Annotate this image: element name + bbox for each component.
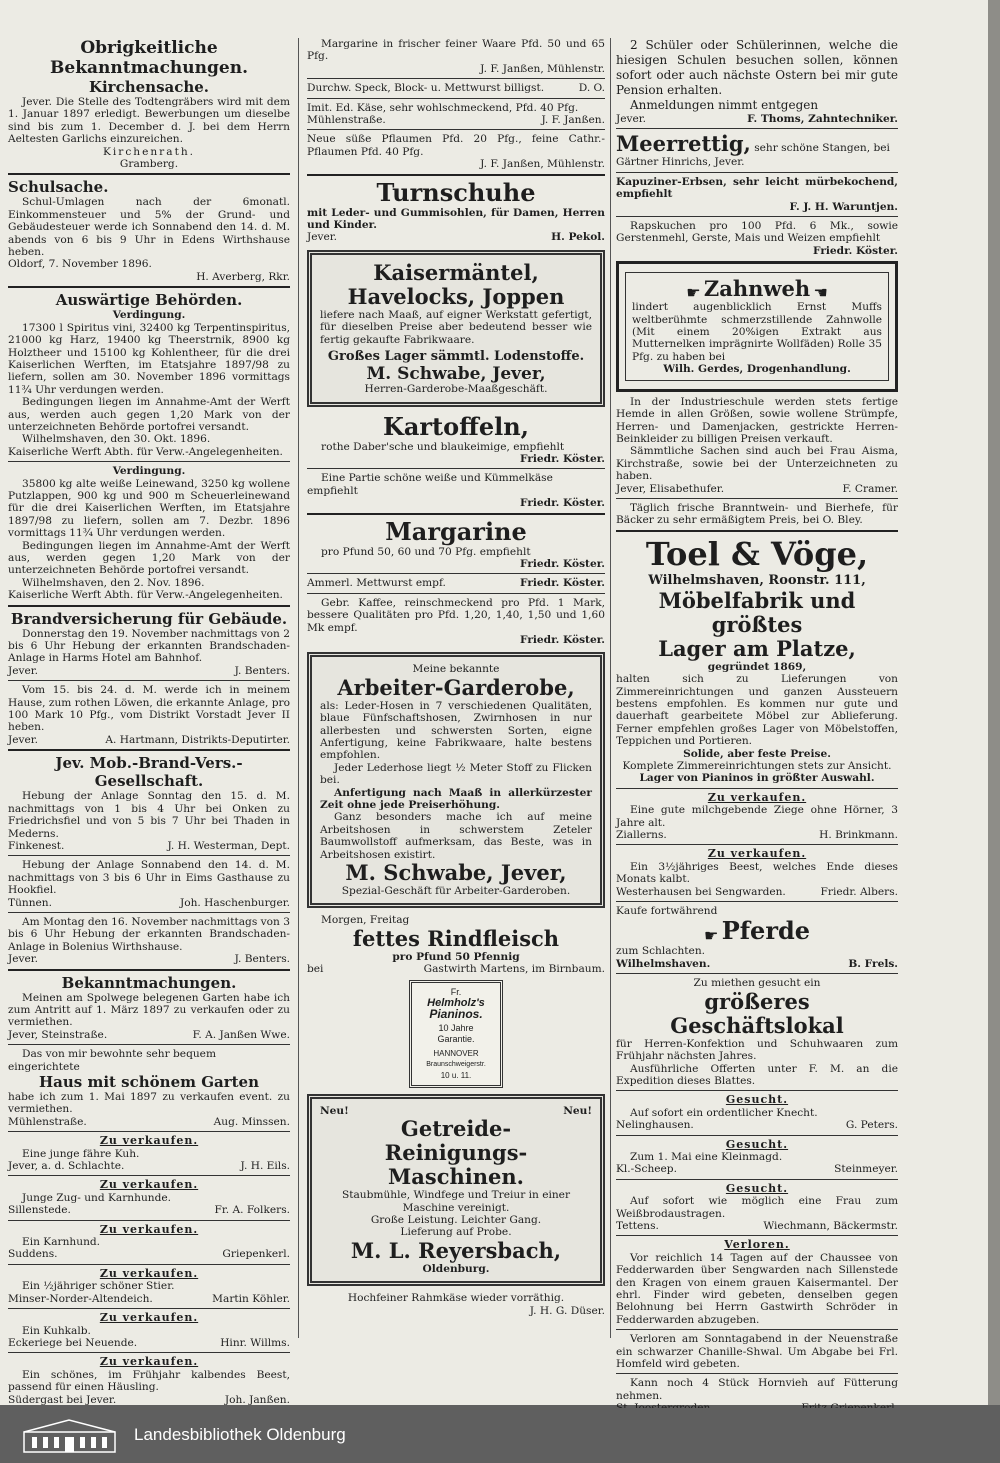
turnschuhe-text: mit Leder- und Gummisohlen, für Damen, Herren und Kinder. bbox=[307, 206, 605, 232]
v1-text2: Bedingungen liegen im Annahme-Amt der Werft aus, werden auch gegen 1,20 Mark von der unterzeichneten Behörde portofrei versandt. bbox=[8, 396, 290, 433]
sale-heading: Zu verkaufen. bbox=[99, 1178, 199, 1192]
sale-text: Ein Karnhund. bbox=[22, 1236, 101, 1249]
ad-text: liefere nach Maaß, auf eigner Werkstatt gefertigt, für dieselben Preise aber bedeutend besser wie fertig gekaufte Fabrikwaare. bbox=[320, 308, 592, 346]
kirche-sig: Kirchenrath. bbox=[102, 145, 196, 158]
sale-item bbox=[8, 1264, 290, 1305]
ad-pferde bbox=[616, 917, 898, 945]
v1-heading: Verdingung. bbox=[112, 309, 186, 322]
ad-heading: Havelocks, Joppen bbox=[347, 283, 565, 309]
ad-city: Oldenburg. bbox=[422, 1262, 490, 1275]
ad-sig: F. J. H. Waruntjen. bbox=[789, 200, 898, 213]
gesucht-heading: Gesucht. bbox=[725, 1137, 789, 1151]
bekannt-text1: Meinen am Spolwege belegenen Garten habe ich zum Antritt auf 1. März 1897 zu verkaufen oder zu vermiethen. bbox=[8, 991, 290, 1029]
ad-heading: Arbeiter-Garderobe, bbox=[337, 674, 575, 700]
fleisch-heading: fettes Rindfleisch bbox=[352, 925, 560, 951]
column-3 bbox=[616, 38, 898, 1415]
fleisch-pre: Morgen, Freitag bbox=[321, 914, 410, 927]
lokal-text: für Herren-Konfektion und Schuhwaaren zum Frühjahr nächsten Jahres. bbox=[616, 1037, 898, 1063]
ad-reyersbach: Neu! Neu! Getreide- Reinigungs-Maschinen. Staubmühle, Windfege und Treiur in einer Maschine vereinigt. Große Leistung. Leichter Gang. Lieferung auf Probe. M. L. Reyersbach, Oldenburg. bbox=[307, 1094, 605, 1286]
ad-sig: J. H. G. Düser. bbox=[529, 1304, 605, 1317]
ad-rahm: Hochfeiner Rahmkäse wieder vorräthig. bbox=[347, 1292, 565, 1305]
ad-kaese2: Eine Partie schöne weiße und Kümmelkäse empfiehlt bbox=[307, 472, 553, 497]
ad-kaffee: Gebr. Kaffee, reinschmeckend pro Pfd. 1 Mark, bessere Qualitäten pro Pfd. 1,20, 1,40, 1,50 und 1,60 Mk empf. bbox=[307, 596, 605, 634]
mob-sig1: Finkenest. J. H. Westerman, Dept. bbox=[8, 839, 290, 852]
ad-zahnweh bbox=[616, 261, 898, 391]
fleisch-price: pro Pfund 50 Pfennig bbox=[392, 950, 520, 963]
ad-text4: Ganz besonders mache ich auf meine Arbeitshosen in schwerstem Zeteler Baumwollstoff aufmerksam, das Beste, was in Arbeitshosen existirt. bbox=[320, 811, 592, 861]
pointing-hand-icon: ☛ bbox=[686, 283, 701, 303]
ad-raps: Rapskuchen pro 100 Pfd. 6 Mk., sowie Gerstenmehl, Gerste, Mais und Weizen empfiehlt bbox=[616, 220, 898, 245]
brand-sig2: Jever. A. Hartmann, Distrikts-Deputirter. bbox=[8, 733, 290, 746]
ad-industrie: In der Industrieschule werden stets fertige Hemde in allen Größen, sowie wollene Strümpfe, Herren- und Damenjacken, gestrickte Herren-Beinkleider zu billigen Preisen verkauft. bbox=[616, 395, 898, 445]
haus-heading: Haus mit schönem Garten bbox=[38, 1073, 260, 1091]
gesucht-sig: Nelinghausen. G. Peters. bbox=[616, 1119, 898, 1132]
sale-sig: Suddens. Griepenkerl. bbox=[8, 1248, 290, 1261]
ad-schueler2: Anmeldungen nimmt entgegen bbox=[630, 98, 819, 112]
ad-firm: M. Schwabe, Jever, bbox=[366, 364, 546, 385]
sale-sig: Minser-Norder-Altendeich. Martin Köhler. bbox=[8, 1292, 290, 1305]
v2-sig: Kaiserliche Werft Abth. für Verw.-Angelegenheiten. bbox=[8, 589, 283, 602]
pferde-heading: Pferde bbox=[721, 916, 811, 946]
ad-schueler: 2 Schüler oder Schülerinnen, welche die hiesigen Schulen besuchen sollen, können sofort oder auch nächste Ostern bei mir gute Pension erhalten. bbox=[616, 38, 898, 97]
sale-text: Ein Kuhkalb. bbox=[22, 1324, 91, 1337]
v2-heading: Verdingung. bbox=[112, 465, 186, 478]
ad-kapuziner: Kapuziner-Erbsen, sehr leicht mürbekochend, empfiehlt bbox=[616, 175, 898, 201]
kirche-heading: Kirchensache. bbox=[88, 78, 210, 96]
v1-text: 17300 l Spiritus vini, 32400 kg Terpentinspiritus, 21000 kg Harz, 19400 kg Theerstrnik, 8900 kg Holztheer und 15100 kg Kohlentheer, für die drei Kaiserlichen Werften, im Etatsjahre 1897/98 zu liefern, sollen am 30. November 1896 vormittags 11¾ Uhr verdungen werden. bbox=[8, 321, 290, 396]
lokal-text2: Ausführliche Offerten unter F. M. an die Expedition dieses Blattes. bbox=[616, 1062, 898, 1087]
ad-meerrettig: Meerrettig, sehr schöne Stangen, bei Gärtner Hinrichs, Jever. bbox=[616, 131, 890, 169]
toel-addr: Wilhelmshaven, Roonstr. 111, bbox=[648, 572, 866, 588]
verloren-text: Vor reichlich 14 Tagen auf der Chaussee von Fedderwarden über Sengwarden nach Sillenstede den Kragen von einem grauen Kaisermantel. Der ehrl. Finder wird gebeten, denselben gegen Belohnung bei Herrn Gastwirth Schröder in Fedderwarden abzugeben. bbox=[616, 1251, 898, 1326]
ad-pianino: Fr. Helmholz's Pianinos. 10 Jahre Garantie. HANNOVER Braunschweigerstr. 10 u. 11. bbox=[409, 980, 503, 1088]
ad-toel-voege bbox=[616, 535, 898, 785]
toel-t2: Solide, aber feste Preise. bbox=[683, 747, 831, 760]
sale-item bbox=[8, 1220, 290, 1261]
sale-sig: Eckeriege bei Neuende. Hinr. Willms. bbox=[8, 1336, 290, 1349]
v1-sig: Kaiserliche Werft Abth. für Verw.-Angelegenheiten. bbox=[8, 445, 283, 458]
turnschuhe-heading: Turnschuhe bbox=[376, 177, 536, 207]
gesucht-sig: Tettens. Wiechmann, Bäckermstr. bbox=[616, 1219, 898, 1232]
gesucht-text: Auf sofort ein ordentlicher Knecht. bbox=[630, 1106, 818, 1119]
schule-text: Schul-Umlagen nach der 6monatl. Einkommensteuer und 5% der Grund- und Gebäudesteuer werde ich Sonnabend den 14. d. M. abends von 6 bis 9 Uhr in Edens Wirthshause heben. bbox=[8, 196, 290, 259]
ad-heading: Kaisermäntel, bbox=[373, 259, 539, 285]
ad-text3: Anfertigung nach Maaß in allerkürzester Zeit ohne jede Preiserhöhung. bbox=[320, 786, 592, 812]
gesucht-text: Zum 1. Mai eine Kleinmagd. bbox=[630, 1150, 783, 1163]
kirche-sig2: Gramberg. bbox=[119, 158, 179, 171]
brand-text2: Vom 15. bis 24. d. M. werde ich in meinem Hause, zum rothen Löwen, die erkannte Anlage, pro 100 Mark 10 Pfg., vom Distrikt Vorstadt Jever II heben. bbox=[8, 684, 290, 734]
divider bbox=[8, 173, 290, 175]
ad-kaese: Imit. Ed. Käse, sehr wohlschmeckend, Pfd. 40 Pfg. bbox=[307, 101, 579, 114]
mob-sig2: Tünnen. Joh. Haschenburger. bbox=[8, 896, 290, 909]
ad-industrie-sig: Jever, Elisabethufer. F. Cramer. bbox=[616, 482, 898, 495]
ausw-heading: Auswärtige Behörden. bbox=[55, 291, 243, 310]
v2-text2: Bedingungen liegen im Annahme-Amt der Werft aus, werden gegen 1,20 Mark von der unterzeichneten Behörde portofrei versandt. bbox=[8, 539, 290, 577]
ad-sig: Friedr. Köster. bbox=[519, 497, 605, 510]
library-name: Landesbibliothek Oldenburg bbox=[134, 1425, 346, 1444]
ad-schueler-sig: Jever. F. Thoms, Zahntechniker. bbox=[616, 113, 898, 125]
column-2 bbox=[307, 38, 605, 1317]
ad-text: Staubmühle, Windfege und Treiur in einer Maschine vereinigt. bbox=[341, 1189, 571, 1214]
ad-ammerl: Ammerl. Mettwurst empf. Friedr. Köster. bbox=[307, 577, 605, 590]
divider bbox=[8, 680, 290, 681]
turnschuhe-sig: Jever. H. Pekol. bbox=[307, 231, 605, 244]
column-rule bbox=[298, 38, 299, 1338]
brand-text: Donnerstag den 19. November nachmittags von 2 bis 6 Uhr Hebung der erkannten Brandschaden-Anlage in Harms Hotel am Bahnhof. bbox=[8, 627, 290, 665]
ad-schwabe-arbeiter bbox=[307, 652, 605, 908]
sale-sig: Sillenstede. Fr. A. Folkers. bbox=[8, 1204, 290, 1217]
sale-sig: Jever, a. d. Schlachte. J. H. Eils. bbox=[8, 1160, 290, 1173]
ad-speck: Durchw. Speck, Block- u. Mettwurst billigst. D. O. bbox=[307, 82, 605, 95]
toel-text: halten sich zu Lieferungen von Zimmereinrichtungen und ganzen Aussteuern bestens empfohlen. Es kommen nur gute und dauerhaft gearbeitete Möbel zur Ablieferung. Ferner empfehlen großes Lager von Möbelstoffen, Teppichen und Portieren. bbox=[616, 673, 898, 748]
sale-item bbox=[616, 844, 898, 898]
ad-sig: J. F. Janßen, Mühlenstr. bbox=[480, 158, 605, 171]
ad-kaese-sig: Mühlenstraße. J. F. Janßen. bbox=[307, 114, 605, 127]
bekannt-text2b: habe ich zum 1. Mai 1897 zu verkaufen event. zu vermiethen. bbox=[8, 1091, 290, 1116]
gesucht-item bbox=[616, 1135, 898, 1176]
v2-text: 35800 kg alte weiße Leinewand, 3250 kg wollene Putzlappen, 900 kg und 900 m Scheuerleinewand für die drei Kaiserlichen Werften, im Etatsjahre 1897/98 zu liefern, sollen am 7. Dezbr. 1896 vormittags 11¾ Uhr verdungen werden. bbox=[8, 477, 290, 540]
ad-sig: Friedr. Köster. bbox=[812, 244, 898, 257]
ad-firm: M. Schwabe, Jever, bbox=[345, 860, 567, 886]
ad-pre: Meine bekannte bbox=[412, 663, 500, 676]
divider bbox=[8, 1044, 290, 1045]
brand-heading: Brandversicherung für Gebäude. bbox=[10, 609, 288, 628]
brand-sig: Jever. J. Benters. bbox=[8, 664, 290, 677]
sale-text: Ein schönes, im Frühjahr kalbendes Beest, passend für einen Häusling. bbox=[8, 1368, 290, 1394]
sale-heading: Zu verkaufen. bbox=[99, 1266, 199, 1280]
sale-sig: Südergast bei Jever. Joh. Janßen. bbox=[8, 1393, 290, 1406]
gesucht-heading: Gesucht. bbox=[725, 1093, 789, 1107]
ad-pflaumen: Neue süße Pflaumen Pfd. 20 Pfg., feine Cathr.-Pflaumen Pfd. 40 Pfg. bbox=[307, 133, 605, 158]
gesucht-text: Auf sofort wie möglich eine Frau zum Weißbrodaustragen. bbox=[616, 1195, 898, 1220]
lokal-heading: größeres Geschäftslokal bbox=[670, 988, 844, 1038]
meerrettig-heading: Meerrettig, bbox=[616, 131, 751, 157]
ad-sig: Friedr. Köster. bbox=[519, 452, 605, 465]
sale-text: Eine gute milchgebende Ziege ohne Hörner, 3 Jahre alt. bbox=[616, 804, 898, 829]
bekannt-sig1: Jever, Steinstraße. F. A. Janßen Wwe. bbox=[8, 1028, 290, 1041]
schule-heading: Schulsache. bbox=[8, 178, 109, 197]
bekannt-heading: Bekanntmachungen. bbox=[61, 973, 237, 992]
ad-sub: Spezial-Geschäft für Arbeiter-Garderoben. bbox=[341, 885, 571, 898]
ad-text2: Jeder Lederhose liegt ½ Meter Stoff zu Flicken bei. bbox=[320, 761, 592, 787]
column-rule bbox=[610, 38, 611, 1338]
kartoffeln-heading: Kartoffeln, bbox=[382, 411, 530, 441]
pferde-text: zum Schlachten. bbox=[616, 945, 706, 958]
ad-sig: Friedr. Köster. bbox=[519, 633, 605, 646]
divider bbox=[8, 461, 290, 462]
margarine-heading: Margarine bbox=[385, 516, 527, 546]
ad-sig: Wilh. Gerdes, Drogenhandlung. bbox=[663, 363, 851, 376]
sales-list bbox=[8, 1131, 290, 1406]
page-edge bbox=[988, 0, 1000, 1405]
pferde-pre: Kaufe fortwährend bbox=[616, 905, 718, 918]
toel-since: gegründet 1869, bbox=[707, 660, 807, 673]
ad-text3: Lieferung auf Probe. bbox=[400, 1226, 512, 1239]
toel-heading: Toel & Vöge, bbox=[645, 534, 869, 573]
bekannt-sig2: Mühlenstraße. Aug. Minssen. bbox=[8, 1115, 290, 1128]
ad-sig: J. F. Janßen, Mühlenstr. bbox=[480, 62, 605, 75]
sale-sig: Ziallerns. H. Brinkmann. bbox=[616, 829, 898, 842]
sale-item bbox=[8, 1308, 290, 1349]
ad-margarine-top: Margarine in frischer feiner Waare Pfd. 50 und 65 Pfg. bbox=[307, 38, 605, 63]
toel-t3: Komplete Zimmereinrichtungen stets zur Ansicht. bbox=[622, 760, 892, 772]
ad-text2: Große Leistung. Leichter Gang. bbox=[370, 1213, 542, 1226]
schule-sig: H. Averberg, Rkr. bbox=[196, 270, 290, 283]
ad-text: als: Leder-Hosen in 7 verschiedenen Qualitäten, blaue Fünfschaftshosen, Zwirnhosen in nur allerbesten und schwersten Sorten, eigne Anfertigung, keine Fabrikwaare, halte bestens empfohlen. bbox=[320, 699, 592, 762]
ad-heading: Getreide- bbox=[400, 1116, 512, 1142]
sale-heading: Zu verkaufen. bbox=[99, 1134, 199, 1148]
ad-industrie2: Sämmtliche Sachen sind auch bei Frau Aisma, Kirchstraße, sowie bei der Unterzeichneten zu haben. bbox=[616, 445, 898, 483]
toel-heading3: Lager am Platze, bbox=[658, 635, 856, 661]
gesucht-sig: Kl.-Scheep. Steinmeyer. bbox=[616, 1163, 898, 1176]
footer-bar bbox=[0, 1408, 1000, 1463]
ad-sub: Herren-Garderobe-Maaßgeschäft. bbox=[364, 383, 548, 396]
toel-t4: Lager von Pianinos in größter Auswahl. bbox=[639, 772, 875, 785]
v1-place: Wilhelmshaven, den 30. Okt. 1896. bbox=[22, 433, 211, 446]
sale-heading: Zu verkaufen. bbox=[707, 847, 807, 861]
divider bbox=[8, 912, 290, 913]
verloren-heading: Verloren. bbox=[724, 1238, 790, 1252]
kartoffeln-text: rothe Daber'sche und blaukeimige, empfiehlt bbox=[321, 440, 565, 453]
v2-place: Wilhelmshaven, den 2. Nov. 1896. bbox=[22, 576, 205, 589]
sale-item bbox=[8, 1131, 290, 1172]
ad-lager: Großes Lager sämmtl. Lodenstoffe. bbox=[327, 349, 585, 365]
lokal-pre: Zu miethen gesucht ein bbox=[693, 977, 821, 990]
gesucht-heading: Gesucht. bbox=[725, 1181, 789, 1195]
pointing-hand-icon: ☚ bbox=[813, 283, 828, 303]
divider bbox=[8, 969, 290, 971]
mob-heading: Jev. Mob.-Brand-Vers.-Gesellschaft. bbox=[55, 754, 243, 791]
ad-text: lindert augenblicklich Ernst Muffs weltberühmte schmerzstillende Zahnwolle (Mit einem 20%igen Extrakt aus Mutternelken imprägnirte Wollfäden) Rolle 35 Pfg. zu haben bei bbox=[632, 301, 882, 363]
bekannt-text2: Das von mir bewohnte sehr bequem eingerichtete bbox=[8, 1048, 216, 1073]
margarine-text: pro Pfund 50, 60 und 70 Pfg. empfiehlt bbox=[321, 545, 531, 558]
divider bbox=[8, 286, 290, 288]
divider bbox=[8, 605, 290, 607]
sale-heading: Zu verkaufen. bbox=[707, 790, 807, 804]
verloren-text2: Verloren am Sonntagabend in der Neuenstraße ein schwarzer Chanille-Shwal. Um Abgabe bei Frl. Homfeld wird gebeten. bbox=[616, 1333, 898, 1371]
column-1 bbox=[8, 38, 290, 1406]
mob-text2: Hebung der Anlage Sonnabend den 14. d. M. nachmittags von 3 bis 6 Uhr in Eims Gasthause zu Hookfiel. bbox=[8, 859, 290, 897]
sale-sig: Westerhausen bei Sengwarden. Friedr. Albers. bbox=[616, 885, 898, 898]
sale-text: Eine junge fähre Kuh. bbox=[22, 1147, 140, 1160]
section-title: Obrigkeitliche Bekanntmachungen. bbox=[50, 38, 248, 78]
toel-heading2: Möbelfabrik und größtes bbox=[658, 587, 856, 637]
sale-heading: Zu verkaufen. bbox=[99, 1311, 199, 1325]
mob-text3: Am Montag den 16. November nachmittags von 3 bis 6 Uhr Hebung der erkannten Brandschaden-Anlage in Bolenius Wirthshause. bbox=[8, 915, 290, 953]
sale-text: Ein ½jähriger schöner Stier. bbox=[22, 1280, 175, 1293]
sale-heading: Zu verkaufen. bbox=[99, 1222, 199, 1236]
divider bbox=[8, 855, 290, 856]
sale-heading: Zu verkaufen. bbox=[99, 1355, 199, 1369]
mob-sig3: Jever. J. Benters. bbox=[8, 953, 290, 966]
zahnweh-heading: Zahnweh bbox=[703, 276, 811, 302]
fleisch-sig: bei Gastwirth Martens, im Birnbaum. bbox=[307, 963, 605, 976]
kirche-text: Jever. Die Stelle des Todtengräbers wird mit dem 1. Januar 1897 erledigt. Bewerbungen um dieselbe sind bis zum 1. December d. J. bei dem Herrn Aeltesten Garlichs einzureichen. bbox=[8, 96, 290, 146]
divider bbox=[8, 749, 290, 751]
ad-heading: Reinigungs-Maschinen. bbox=[384, 1140, 528, 1190]
sale-item bbox=[8, 1352, 290, 1406]
sale-item bbox=[616, 788, 898, 842]
gesucht-item bbox=[616, 1179, 898, 1233]
ad-firm: M. L. Reyersbach, bbox=[350, 1237, 562, 1263]
ad-schwabe-maentel bbox=[307, 250, 605, 407]
sale-text: Junge Zug- und Karnhunde. bbox=[22, 1191, 172, 1204]
ad-branntwein: Täglich frische Branntwein- und Bierhefe, für Bäcker zu sehr ermäßigtem Preis, bei O. Bley. bbox=[616, 501, 898, 527]
sale-item bbox=[8, 1175, 290, 1216]
pferde-sig: Wilhelmshaven. B. Frels. bbox=[616, 957, 898, 970]
ad-sig: Friedr. Köster. bbox=[519, 557, 605, 570]
gesucht-item bbox=[616, 1090, 898, 1131]
pointing-hand-icon: ☛ bbox=[703, 926, 719, 946]
sale-text: Ein 3½jähriges Beest, welches Ende dieses Monats kalbt. bbox=[616, 860, 898, 886]
mob-text1: Hebung der Anlage Sonntag den 15. d. M. nachmittags von 1 bis 4 Uhr bei Onken zu Friedrichsfiel und von 5 bis 7 Uhr bei Thaden in Mederns. bbox=[8, 790, 290, 840]
ad-hornvieh: Kann noch 4 Stück Hornvieh auf Fütterung nehmen. bbox=[616, 1377, 898, 1402]
schule-place: Oldorf, 7. November 1896. bbox=[8, 258, 152, 271]
library-building-icon bbox=[22, 1418, 117, 1454]
